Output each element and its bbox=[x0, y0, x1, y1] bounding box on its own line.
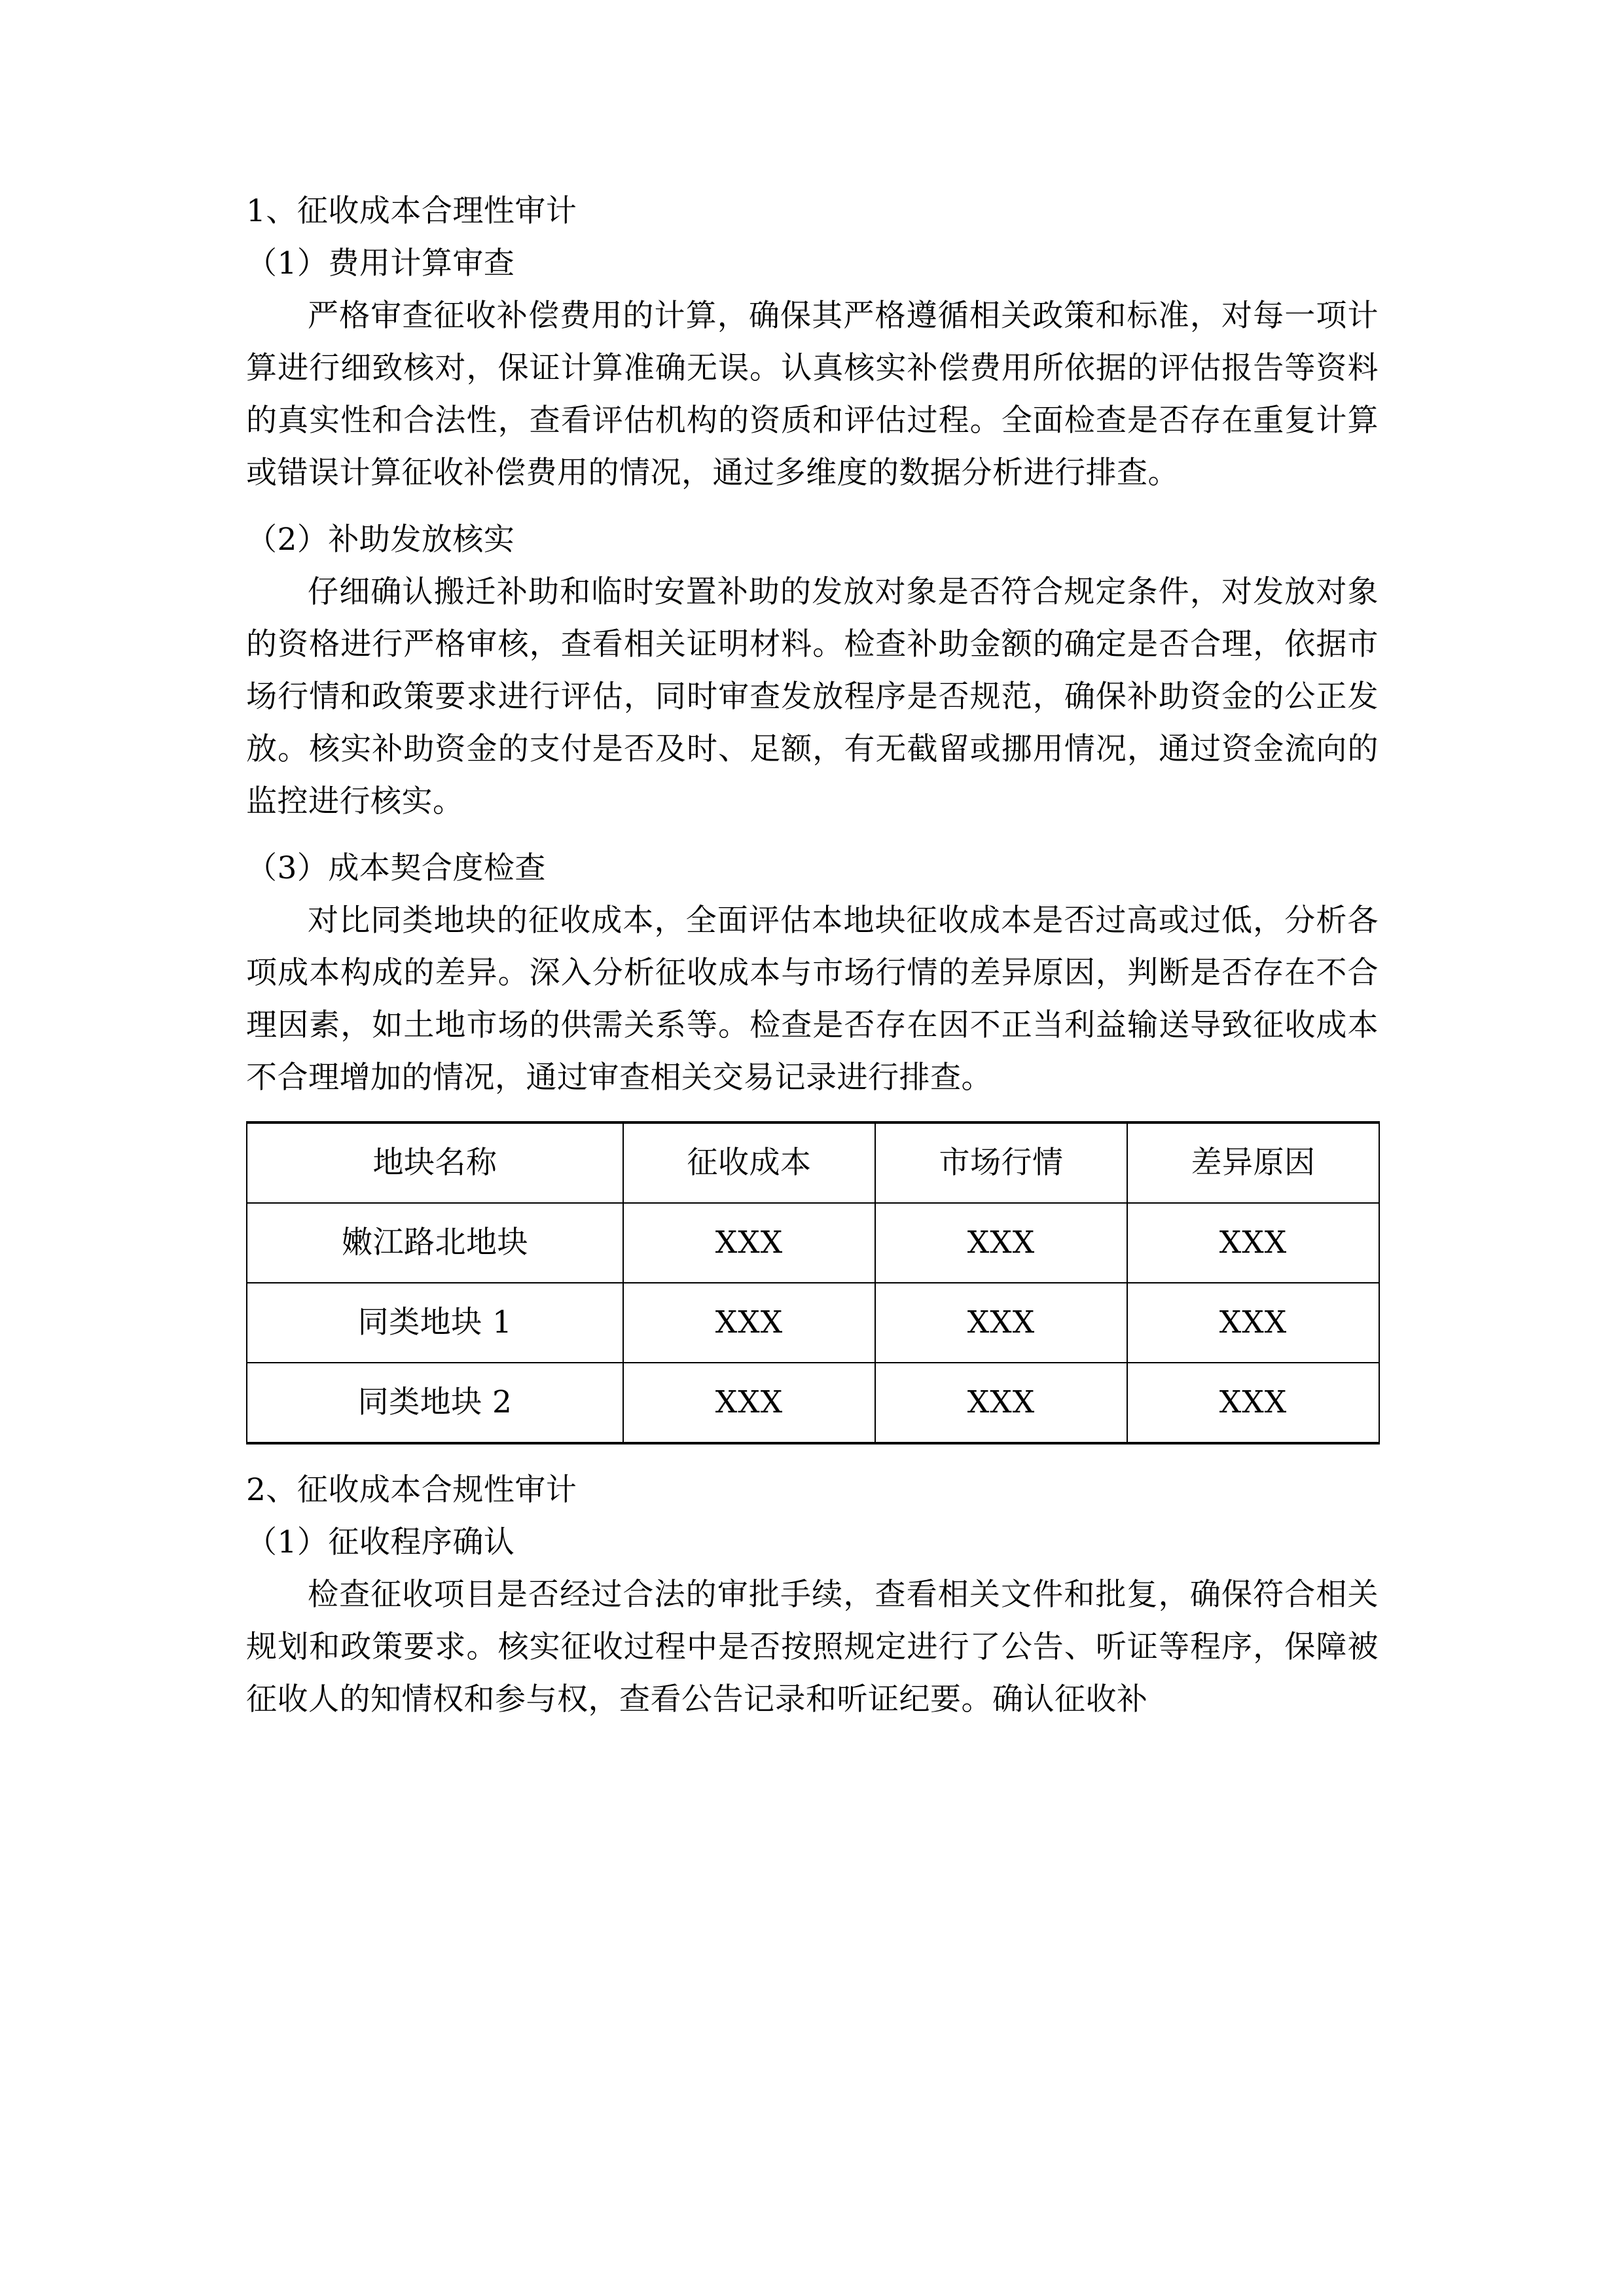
cell-market: XXX bbox=[875, 1203, 1127, 1283]
cell-cost: XXX bbox=[623, 1203, 875, 1283]
subsection-heading-2-1: （1）征收程序确认 bbox=[246, 1524, 515, 1560]
subsection-heading-1-2: （2）补助发放核实 bbox=[246, 522, 515, 558]
paragraph-spacer bbox=[246, 499, 1379, 514]
subsection-heading-1-3: （3）成本契合度检查 bbox=[246, 850, 546, 886]
section-heading-2: 2、征收成本合规性审计 bbox=[246, 1472, 577, 1508]
table-bottom-spacer bbox=[246, 1444, 1379, 1464]
cell-cost: XXX bbox=[623, 1363, 875, 1443]
paragraph-1-3: 对比同类地块的征收成本，全面评估本地块征收成本是否过高或过低，分析各项成本构成的差异。深入分析征收成本与市场行情的差异原因，判断是否存在不合理因素，如土地市场的供需关系等。检查是否存在因不正当利益输送导致征收成本不合理增加的情况，通过审查相关交易记录进行排查。 bbox=[246, 903, 1379, 1096]
table-row bbox=[247, 1283, 1379, 1363]
column-header-plot-name: 地块名称 bbox=[247, 1122, 623, 1203]
cell-reason: XXX bbox=[1127, 1203, 1379, 1283]
paragraph-1-2: 仔细确认搬迁补助和临时安置补助的发放对象是否符合规定条件，对发放对象的资格进行严格审核，查看相关证明材料。检查补助金额的确定是否合理，依据市场行情和政策要求进行评估，同时审查发放程序是否规范，确保补助资金的公正发放。核实补助资金的支付是否及时、足额，有无截留或挪用情况，通过资金流向的监控进行核实。 bbox=[246, 574, 1379, 819]
cell-plot-name: 嫩江路北地块 bbox=[247, 1203, 623, 1283]
section-heading-1: 1、征收成本合理性审计 bbox=[246, 193, 577, 229]
column-header-cost: 征收成本 bbox=[623, 1122, 875, 1203]
column-header-market: 市场行情 bbox=[875, 1122, 1127, 1203]
table-row bbox=[247, 1203, 1379, 1283]
table-header-row bbox=[247, 1122, 1379, 1203]
cell-plot-name: 同类地块 1 bbox=[247, 1283, 623, 1363]
cell-reason: XXX bbox=[1127, 1283, 1379, 1363]
paragraph-2-1: 检查征收项目是否经过合法的审批手续，查看相关文件和批复，确保符合相关规划和政策要求。核实征收过程中是否按照规定进行了公告、听证等程序，保障被征收人的知情权和参与权，查看公告记录和听证纪要。确认征收补 bbox=[246, 1577, 1379, 1717]
paragraph-spacer bbox=[246, 828, 1379, 842]
cell-plot-name: 同类地块 2 bbox=[247, 1363, 623, 1443]
cell-market: XXX bbox=[875, 1363, 1127, 1443]
paragraph-1-1: 严格审查征收补偿费用的计算，确保其严格遵循相关政策和标准，对每一项计算进行细致核对，保证计算准确无误。认真核实补偿费用所依据的评估报告等资料的真实性和合法性，查看评估机构的资质和评估过程。全面检查是否存在重复计算或错误计算征收补偿费用的情况，通过多维度的数据分析进行排查。 bbox=[246, 298, 1379, 491]
cell-market: XXX bbox=[875, 1283, 1127, 1363]
cell-reason: XXX bbox=[1127, 1363, 1379, 1443]
cell-cost: XXX bbox=[623, 1283, 875, 1363]
land-cost-comparison-table bbox=[246, 1121, 1380, 1444]
subsection-heading-1-1: （1）费用计算审查 bbox=[246, 245, 515, 281]
column-header-reason: 差异原因 bbox=[1127, 1122, 1379, 1203]
document-body bbox=[246, 185, 1379, 1726]
table-row bbox=[247, 1363, 1379, 1443]
